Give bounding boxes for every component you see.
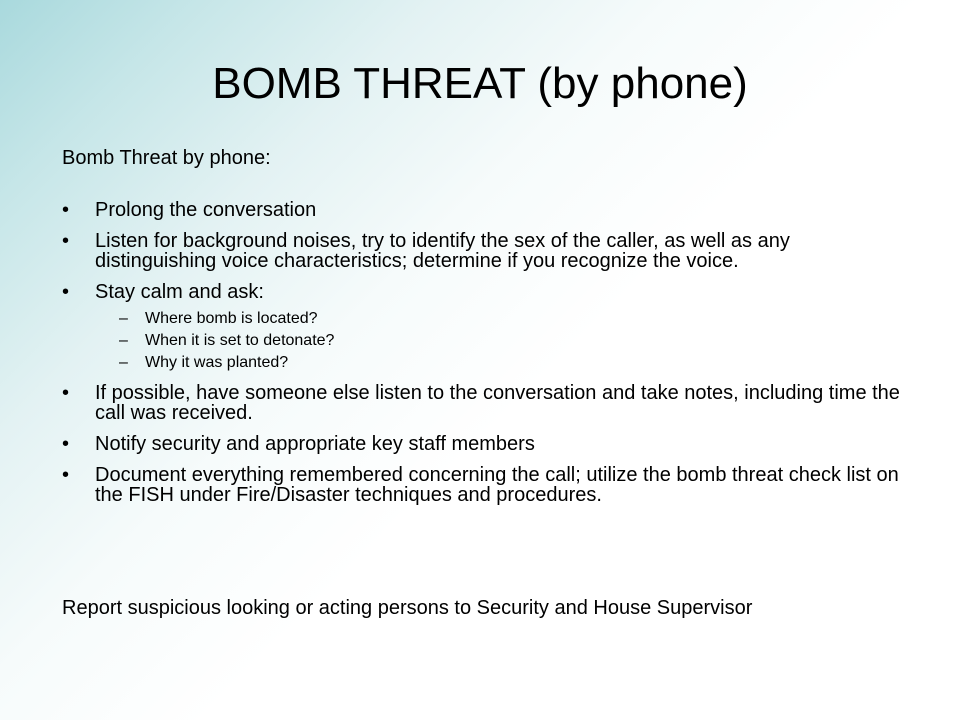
sub-item	[62, 310, 902, 328]
bullet-marker: •	[62, 464, 70, 486]
bullet-marker: •	[62, 433, 70, 455]
bullet-item	[62, 282, 902, 372]
sub-list	[62, 310, 902, 372]
bullet-item	[62, 465, 902, 505]
slide-subtitle: Bomb Threat by phone:	[62, 147, 271, 169]
slide-title: BOMB THREAT (by phone)	[212, 59, 748, 108]
sub-item	[62, 354, 902, 372]
bullet-marker: •	[62, 281, 70, 303]
sub-item	[62, 332, 902, 350]
bullet-list	[62, 200, 902, 516]
bullet-text: Stay calm and ask:	[95, 281, 264, 303]
bullet-text: Notify security and appropriate key staff members	[95, 433, 535, 455]
sub-marker: –	[119, 310, 128, 327]
sub-text: When it is set to detonate?	[145, 332, 335, 349]
bullet-item	[62, 231, 902, 271]
bullet-text: Prolong the conversation	[95, 199, 317, 221]
bullet-item	[62, 383, 902, 423]
bullet-text: Listen for background noises, try to identify the sex of the caller, as well as any distinguishing voice characteristics; determine if you recognize the voice.	[95, 230, 790, 272]
bullet-marker: •	[62, 382, 70, 404]
bullet-marker: •	[62, 199, 70, 221]
sub-marker: –	[119, 354, 128, 371]
sub-text: Why it was planted?	[145, 354, 289, 371]
bullet-marker: •	[62, 230, 70, 252]
sub-text: Where bomb is located?	[145, 310, 318, 327]
footer-note: Report suspicious looking or acting persons to Security and House Supervisor	[62, 597, 753, 619]
bullet-text: If possible, have someone else listen to the conversation and take notes, including time the call was received.	[95, 382, 900, 424]
bullet-item	[62, 434, 902, 454]
bullet-text: Document everything remembered concerning the call; utilize the bomb threat check list on the FISH under Fire/Disaster techniques and procedures.	[95, 464, 899, 506]
sub-marker: –	[119, 332, 128, 349]
bullet-item	[62, 200, 902, 220]
